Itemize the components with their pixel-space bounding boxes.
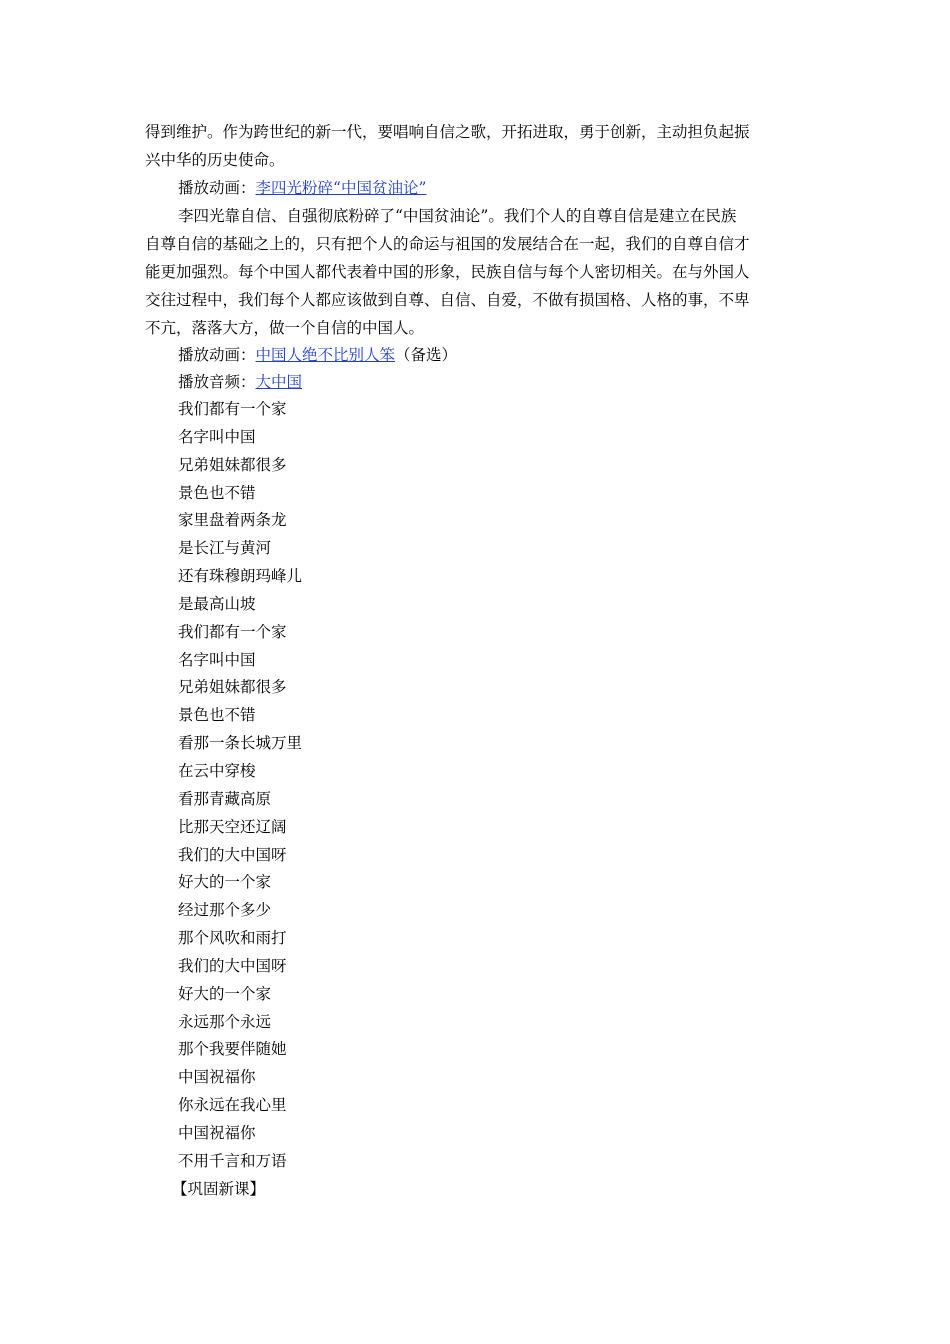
lyric-line: 那个风吹和雨打 — [178, 929, 287, 948]
animation-2-link[interactable]: 中国人绝不比别人笨 — [255, 346, 396, 364]
body-line-2: 自尊自信的基础之上的，只有把个人的命运与祖国的发展结合在一起，我们的自尊自信才 — [145, 235, 750, 253]
lyric-line: 我们都有一个家 — [178, 622, 287, 641]
lyric-line: 永远那个永远 — [178, 1012, 272, 1031]
lyric-line: 兄弟姐妹都很多 — [178, 455, 287, 474]
animation-1-line — [178, 174, 426, 202]
animation-2-line — [178, 341, 457, 369]
lyric-line: 是最高山坡 — [178, 594, 256, 613]
section-heading: 【巩固新课】 — [172, 1180, 266, 1198]
lyric-line: 比那天空还辽阔 — [178, 817, 287, 836]
lyric-line: 我们都有一个家 — [178, 400, 287, 418]
intro-line-1: 得到维护。作为跨世纪的新一代，要唱响自信之歌，开拓进取，勇于创新，主动担负起振 — [145, 123, 750, 141]
lyric-line: 中国祝福你 — [178, 1123, 256, 1142]
animation-1-label: 播放动画： — [178, 179, 256, 197]
lyric-line: 那个我要伴随她 — [178, 1040, 287, 1059]
lyric-line: 还有珠穆朗玛峰儿 — [178, 567, 303, 586]
lyric-line: 我们的大中国呀 — [178, 845, 287, 864]
lyric-line: 好大的一个家 — [178, 873, 272, 892]
lyric-line: 家里盘着两条龙 — [178, 511, 287, 530]
audio-link[interactable]: 大中国 — [255, 373, 303, 391]
lyric-line: 在云中穿梭 — [178, 761, 256, 780]
body-line-3: 能更加强烈。每个中国人都代表着中国的形象，民族自信与每个人密切相关。在与外国人 — [145, 263, 750, 281]
lyric-line: 我们的大中国呀 — [178, 956, 287, 975]
lyric-line: 中国祝福你 — [178, 1068, 256, 1087]
lyric-line: 你永远在我心里 — [178, 1096, 287, 1115]
audio-label: 播放音频： — [178, 373, 256, 391]
animation-1-link[interactable]: 李四光粉碎“中国贫油论” — [255, 179, 427, 197]
audio-line — [178, 368, 302, 396]
lyric-line: 看那青藏高原 — [178, 789, 272, 808]
song-lyrics — [178, 396, 302, 1176]
lyric-line: 景色也不错 — [178, 483, 256, 502]
lyric-line: 名字叫中国 — [178, 650, 256, 669]
lyric-line: 名字叫中国 — [178, 427, 256, 446]
lyric-line: 看那一条长城万里 — [178, 734, 303, 753]
lyric-line: 经过那个多少 — [178, 901, 272, 920]
body-line-5: 不亢，落落大方，做一个自信的中国人。 — [145, 319, 425, 337]
intro-line-2: 兴中华的历史使命。 — [145, 151, 285, 169]
lyric-line: 好大的一个家 — [178, 984, 272, 1003]
body-line-1: 李四光靠自信、自强彻底粉碎了“中国贫油论”。我们个人的自尊自信是建立在民族 — [178, 207, 737, 225]
lyric-line: 兄弟姐妹都很多 — [178, 678, 287, 697]
lyric-line: 是长江与黄河 — [178, 539, 272, 558]
body-line-4: 交往过程中，我们每个人都应该做到自尊、自信、自爱，不做有损国格、人格的事，不卑 — [145, 291, 750, 309]
animation-2-label: 播放动画： — [178, 346, 256, 364]
animation-2-note: （备选） — [395, 346, 458, 364]
intro-paragraph — [145, 118, 810, 174]
body-paragraph — [145, 202, 810, 342]
lyric-line: 景色也不错 — [178, 706, 256, 725]
lyric-line: 不用千言和万语 — [178, 1151, 287, 1170]
